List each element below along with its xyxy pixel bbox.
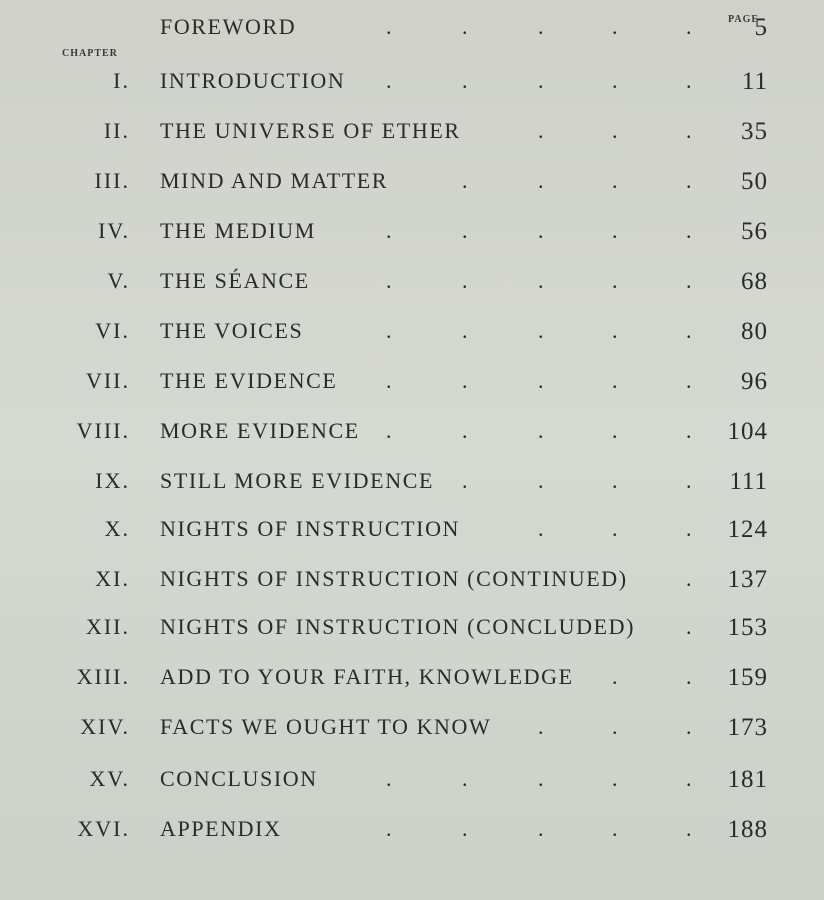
toc-entry — [0, 664, 824, 700]
leader-dot: . — [612, 118, 618, 143]
chapter-number: I. — [113, 68, 130, 93]
leader-dot: . — [686, 714, 692, 739]
leader-dot: . — [612, 766, 618, 791]
toc-entry — [0, 318, 824, 354]
chapter-number: II. — [103, 118, 130, 143]
chapter-title: NIGHTS OF INSTRUCTION (CONTINUED) — [160, 566, 628, 591]
leader-dot: . — [686, 664, 692, 689]
leader-dot: . — [612, 218, 618, 243]
chapter-number: IX. — [95, 468, 130, 493]
leader-dot: . — [686, 418, 692, 443]
chapter-number: X. — [104, 516, 130, 541]
chapter-title: NIGHTS OF INSTRUCTION (CONCLUDED) — [160, 614, 636, 639]
chapter-number: VII. — [85, 368, 130, 393]
leader-dot: . — [538, 118, 544, 143]
chapter-title: THE VOICES — [160, 318, 304, 343]
toc-entry — [0, 816, 824, 852]
page-number: 124 — [727, 516, 768, 543]
leader-dot: . — [612, 268, 618, 293]
leader-dot: . — [462, 68, 468, 93]
chapter-title: THE EVIDENCE — [160, 368, 338, 393]
chapter-title: THE MEDIUM — [160, 218, 316, 243]
leader-dot: . — [612, 418, 618, 443]
leader-dot: . — [386, 68, 392, 93]
chapter-title: INTRODUCTION — [160, 68, 346, 93]
leader-dot: . — [386, 418, 392, 443]
leader-dot: . — [386, 318, 392, 343]
page-number: 173 — [727, 714, 768, 741]
leader-dot: . — [612, 516, 618, 541]
leader-dot: . — [538, 714, 544, 739]
chapter-number: XI. — [95, 566, 130, 591]
page-number: 68 — [741, 268, 768, 295]
leader-dot: . — [612, 816, 618, 841]
toc-entry — [0, 368, 824, 404]
leader-dot: . — [612, 68, 618, 93]
page-column-header: PAGE — [728, 14, 760, 25]
leader-dot: . — [612, 664, 618, 689]
page-number: 159 — [727, 664, 768, 691]
leader-dot: . — [538, 368, 544, 393]
chapter-number: IV. — [98, 218, 130, 243]
chapter-number: XII. — [85, 614, 130, 639]
leader-dot: . — [538, 68, 544, 93]
toc-entry — [0, 118, 824, 154]
chapter-title: MIND AND MATTER — [160, 168, 389, 193]
chapter-title: CONCLUSION — [160, 766, 318, 791]
leader-dot: . — [612, 714, 618, 739]
leader-dot: . — [462, 268, 468, 293]
leader-dot: . — [686, 168, 692, 193]
page-number: 35 — [741, 118, 768, 145]
page-number: 11 — [741, 68, 768, 95]
page-number: 153 — [727, 614, 768, 641]
chapter-title: APPENDIX — [160, 816, 282, 841]
toc-entry — [0, 766, 824, 802]
leader-dot: . — [538, 766, 544, 791]
leader-dot: . — [386, 368, 392, 393]
page-number: 56 — [741, 218, 768, 245]
toc-entry — [0, 516, 824, 552]
chapter-title: FACTS WE OUGHT TO KNOW — [160, 714, 492, 739]
leader-dot: . — [686, 816, 692, 841]
leader-dot: . — [686, 614, 692, 639]
toc-entry — [0, 468, 824, 504]
chapter-title: STILL MORE EVIDENCE — [160, 468, 435, 493]
toc-entry-foreword — [0, 14, 824, 50]
leader-dot: . — [462, 168, 468, 193]
leader-dot: . — [462, 318, 468, 343]
chapter-title: THE SÉANCE — [160, 268, 310, 293]
page-number: 181 — [727, 766, 768, 793]
leader-dot: . — [462, 218, 468, 243]
page-number: 188 — [727, 816, 768, 843]
page-number: 137 — [727, 566, 768, 593]
page-number: 111 — [729, 468, 768, 495]
leader-dot: . — [612, 318, 618, 343]
leader-dot: . — [538, 516, 544, 541]
leader-dot: . — [538, 468, 544, 493]
leader-dot: . — [462, 766, 468, 791]
leader-dot: . — [686, 118, 692, 143]
leader-dot: . — [686, 14, 692, 39]
leader-dot: . — [538, 318, 544, 343]
leader-dot: . — [386, 268, 392, 293]
leader-dot: . — [386, 766, 392, 791]
chapter-title: MORE EVIDENCE — [160, 418, 360, 443]
leader-dot: . — [538, 218, 544, 243]
leader-dot: . — [462, 368, 468, 393]
chapter-number: XVI. — [77, 816, 130, 841]
leader-dot: . — [686, 218, 692, 243]
toc-entry — [0, 566, 824, 602]
toc-entry — [0, 168, 824, 204]
chapter-column-header: CHAPTER — [62, 48, 118, 59]
leader-dot: . — [386, 816, 392, 841]
leader-dot: . — [686, 68, 692, 93]
chapter-number: XV. — [89, 766, 130, 791]
leader-dot: . — [686, 766, 692, 791]
leader-dot: . — [462, 418, 468, 443]
chapter-number: XIV. — [80, 714, 130, 739]
page-number: 96 — [741, 368, 768, 395]
leader-dot: . — [462, 468, 468, 493]
leader-dot: . — [386, 14, 392, 39]
leader-dot: . — [612, 468, 618, 493]
leader-dot: . — [462, 14, 468, 39]
toc-entry — [0, 614, 824, 650]
leader-dot: . — [386, 218, 392, 243]
page-number: 50 — [741, 168, 768, 195]
toc-entry — [0, 268, 824, 304]
leader-dot: . — [538, 816, 544, 841]
toc-entry — [0, 418, 824, 454]
leader-dot: . — [686, 468, 692, 493]
chapter-number: VI. — [95, 318, 130, 343]
chapter-number: VIII. — [76, 418, 130, 443]
leader-dot: . — [686, 516, 692, 541]
page-number: 5 — [754, 14, 768, 41]
leader-dot: . — [612, 368, 618, 393]
leader-dot: . — [686, 368, 692, 393]
leader-dot: . — [462, 816, 468, 841]
page-number: 80 — [741, 318, 768, 345]
chapter-title: ADD TO YOUR FAITH, KNOWLEDGE — [160, 664, 574, 689]
chapter-number: XIII. — [76, 664, 130, 689]
leader-dot: . — [538, 268, 544, 293]
chapter-title: FOREWORD — [160, 14, 297, 39]
leader-dot: . — [538, 14, 544, 39]
leader-dot: . — [686, 268, 692, 293]
toc-entry — [0, 68, 824, 104]
leader-dot: . — [538, 418, 544, 443]
chapter-number: III. — [94, 168, 130, 193]
leader-dot: . — [538, 168, 544, 193]
chapter-title: NIGHTS OF INSTRUCTION — [160, 516, 461, 541]
leader-dot: . — [686, 318, 692, 343]
chapter-number: V. — [107, 268, 130, 293]
leader-dot: . — [612, 14, 618, 39]
page-number: 104 — [727, 418, 768, 445]
leader-dot: . — [686, 566, 692, 591]
toc-entry — [0, 218, 824, 254]
chapter-title: THE UNIVERSE OF ETHER — [160, 118, 461, 143]
toc-entry — [0, 714, 824, 750]
leader-dot: . — [612, 168, 618, 193]
